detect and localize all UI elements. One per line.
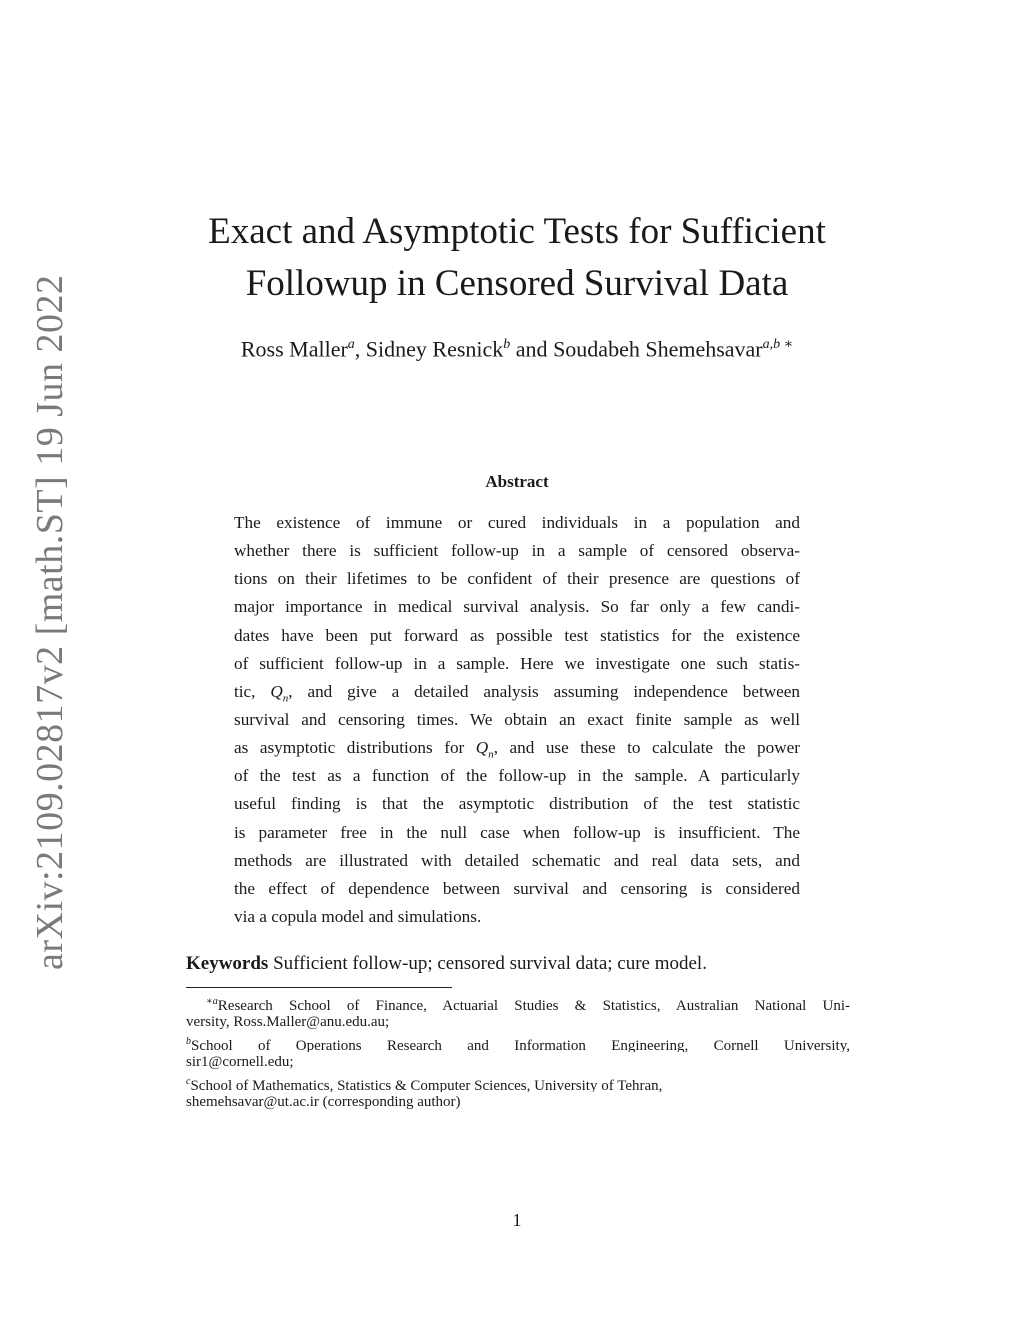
keywords-label: Keywords — [186, 953, 269, 974]
author-2-affil: b — [503, 337, 511, 352]
footnote-text: Research School of Finance, Actuarial Studies & Statistics, Australian National Uni- — [217, 998, 850, 1012]
footnote-divider — [186, 987, 452, 988]
title-line-2: Followup in Censored Survival Data — [245, 263, 789, 304]
footnote-3-mark: c — [186, 1076, 191, 1087]
abstract-body — [234, 509, 800, 931]
author-2-name: Sidney Resnick — [365, 336, 504, 362]
abstract-heading: Abstract — [485, 472, 549, 491]
footnote-1-line-2: versity, Ross.Maller@anu.edu.au; — [186, 1014, 390, 1030]
abstract-line: useful finding is that the asymptotic distribution of the test statistic — [234, 794, 800, 814]
footnote-3-line-1 — [186, 1072, 850, 1092]
math-subscript-n: n — [282, 692, 289, 705]
abstract-line-with-qn — [234, 678, 800, 706]
footnote-2-mark: b — [186, 1036, 191, 1047]
footnote-3-line-2: shemehsavar@ut.ac.ir (corresponding author) — [186, 1094, 461, 1110]
footnote-text: School of Mathematics, Statistics & Computer Sciences, University of Tehran, — [190, 1078, 663, 1092]
footnote-1-mark: ∗a — [206, 996, 218, 1007]
footnote-2-line-1 — [186, 1032, 850, 1052]
author-separator-2: and — [510, 336, 554, 362]
footnote-1-line-1 — [186, 992, 850, 1012]
title-line-1: Exact and Asymptotic Tests for Sufficient — [208, 211, 826, 252]
corresponding-star: ∗ — [780, 337, 794, 352]
abstract-line: of sufficient follow-up in a sample. Here we investigate one such statis- — [234, 653, 800, 673]
page-number: 1 — [512, 1210, 522, 1230]
math-q: Q — [270, 681, 283, 701]
author-separator-1: , — [354, 336, 366, 362]
abstract-line: is parameter free in the null case when follow-up is insufficient. The — [234, 822, 800, 842]
math-q: Q — [475, 738, 489, 758]
author-3-affil: a,b — [762, 337, 781, 352]
abstract-text: , and use these to calculate the power — [493, 738, 800, 758]
abstract-line: tions on their lifetimes to be confident of their presence are questions of — [234, 569, 800, 589]
abstract-line: the effect of dependence between survival and censoring is considered — [234, 878, 800, 898]
footnote-text: School of Operations Research and Information Engineering, Cornell University, — [191, 1038, 850, 1052]
author-1-name: Ross Maller — [240, 336, 348, 362]
abstract-text: , and give a detailed analysis assuming independence between — [288, 681, 800, 701]
abstract-line-with-qn — [234, 734, 800, 762]
abstract-line: dates have been put forward as possible test statistics for the existence — [234, 625, 800, 645]
footnote-2-line-2: sir1@cornell.edu; — [186, 1054, 294, 1070]
keywords — [186, 953, 707, 975]
arxiv-side-stamp: arXiv:2109.02817v2 [math.ST] 19 Jun 2022 — [29, 274, 71, 970]
abstract-text: tic, — [234, 681, 271, 701]
abstract-text: as asymptotic distributions for — [234, 738, 476, 758]
abstract-line: methods are illustrated with detailed schematic and real data sets, and — [234, 850, 800, 870]
abstract-last-line: via a copula model and simulations. — [234, 906, 482, 926]
author-1-affil: a — [347, 337, 355, 352]
abstract-line: whether there is sufficient follow-up in a sample of censored observa- — [234, 541, 800, 561]
abstract-line: survival and censoring times. We obtain an exact finite sample as well — [234, 709, 800, 729]
abstract-line: The existence of immune or cured individuals in a population and — [234, 513, 800, 532]
math-subscript-n: n — [488, 748, 494, 761]
paper-title — [160, 206, 874, 310]
keywords-text: Sufficient follow-up; censored survival data; cure model. — [268, 953, 707, 974]
abstract-line: of the test as a function of the follow-up in the sample. A particularly — [234, 766, 800, 786]
author-3-name: Soudabeh Shemehsavar — [553, 336, 763, 362]
abstract-line: major importance in medical survival analysis. So far only a few candi- — [234, 597, 800, 617]
footnotes — [186, 992, 850, 1112]
author-list — [150, 336, 884, 362]
